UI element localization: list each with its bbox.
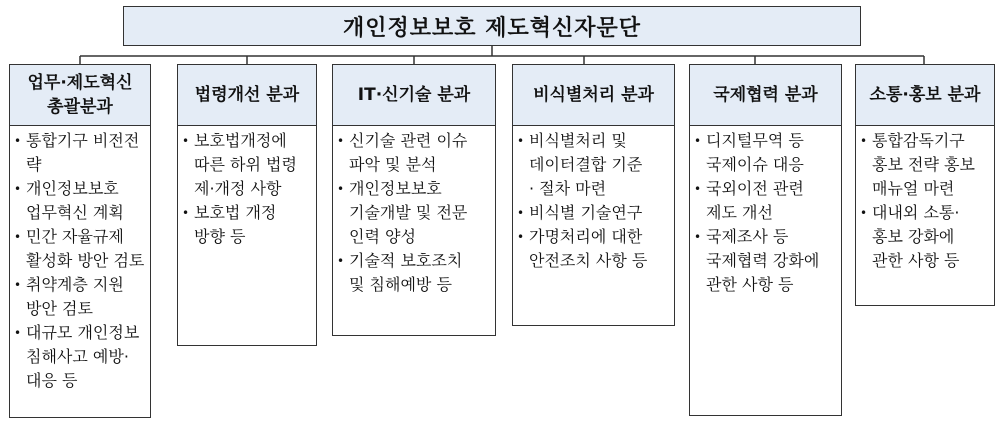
division-header: IT·신기술 분과	[332, 64, 496, 126]
bullet-icon: •	[860, 134, 868, 148]
division-header: 소통·홍보 분과	[855, 64, 995, 126]
bullet-icon: •	[337, 254, 345, 268]
division-international	[689, 64, 842, 416]
bullet-icon: •	[14, 182, 22, 196]
list-item: • 디지털무역 등 국제이슈 대응	[694, 131, 804, 174]
list-item: • 보호법 개정 방향 등	[182, 203, 277, 246]
bullet-icon: •	[517, 206, 525, 220]
bullet-icon: •	[517, 230, 525, 244]
division-header: 비식별처리 분과	[512, 64, 675, 126]
bullet-icon: •	[337, 134, 345, 148]
list-item: • 대규모 개인정보 침해사고 예방· 대응 등	[14, 323, 140, 390]
bullet-icon: •	[337, 182, 345, 196]
bullet-icon: •	[694, 182, 702, 196]
division-body	[9, 126, 151, 418]
division-header: 국제협력 분과	[689, 64, 842, 126]
division-deidentification	[512, 64, 675, 326]
bullet-icon: •	[694, 230, 702, 244]
bullet-icon: •	[14, 230, 22, 244]
bullet-icon: •	[14, 326, 22, 340]
division-it-tech	[332, 64, 496, 336]
list-item: • 개인정보보호 업무혁신 계획	[14, 179, 124, 222]
list-item: • 신기술 관련 이슈 파악 및 분석	[337, 131, 468, 174]
list-item: • 통합기구 비전전략	[14, 131, 140, 174]
list-item: • 기술적 보호조치 및 침해예방 등	[337, 251, 463, 294]
bullet-icon: •	[517, 134, 525, 148]
bullet-icon: •	[860, 206, 868, 220]
list-item: • 통합감독기구 홍보 전략 홍보 매뉴얼 마련	[860, 131, 975, 198]
division-body	[332, 126, 496, 336]
division-body	[512, 126, 675, 326]
division-header: 업무·제도혁신 총괄분과	[9, 64, 151, 126]
list-item: • 취약계층 지원 방안 검토	[14, 275, 124, 318]
list-item: • 국제조사 등 국제협력 강화에 관한 사항 등	[694, 227, 820, 294]
bullet-icon: •	[182, 206, 190, 220]
list-item: • 비식별 기술연구	[517, 201, 670, 225]
division-body	[177, 126, 317, 346]
list-item: • 국외이전 관련 제도 개선	[694, 179, 804, 222]
division-body	[855, 126, 995, 306]
list-item: • 개인정보보호 기술개발 및 전문 인력 양성	[337, 179, 468, 246]
division-general	[9, 64, 151, 418]
bullet-icon: •	[14, 278, 22, 292]
org-title-text: 개인정보보호 제도혁신자문단	[343, 15, 641, 41]
division-legal	[177, 64, 317, 346]
division-header: 법령개선 분과	[177, 64, 317, 126]
list-item: • 비식별처리 및 데이터결합 기준 · 절차 마련	[517, 131, 643, 198]
bullet-icon: •	[14, 134, 22, 148]
list-item: • 보호법개정에 따른 하위 법령 제·개정 사항	[182, 131, 297, 198]
list-item: • 대내외 소통· 홍보 강화에 관한 사항 등	[860, 203, 960, 270]
division-communication	[855, 64, 995, 306]
bullet-icon: •	[182, 134, 190, 148]
list-item: • 가명처리에 대한 안전조치 사항 등	[517, 227, 648, 270]
list-item: • 민간 자율규제 활성화 방안 검토	[14, 227, 145, 270]
division-body	[689, 126, 842, 416]
bullet-icon: •	[694, 134, 702, 148]
